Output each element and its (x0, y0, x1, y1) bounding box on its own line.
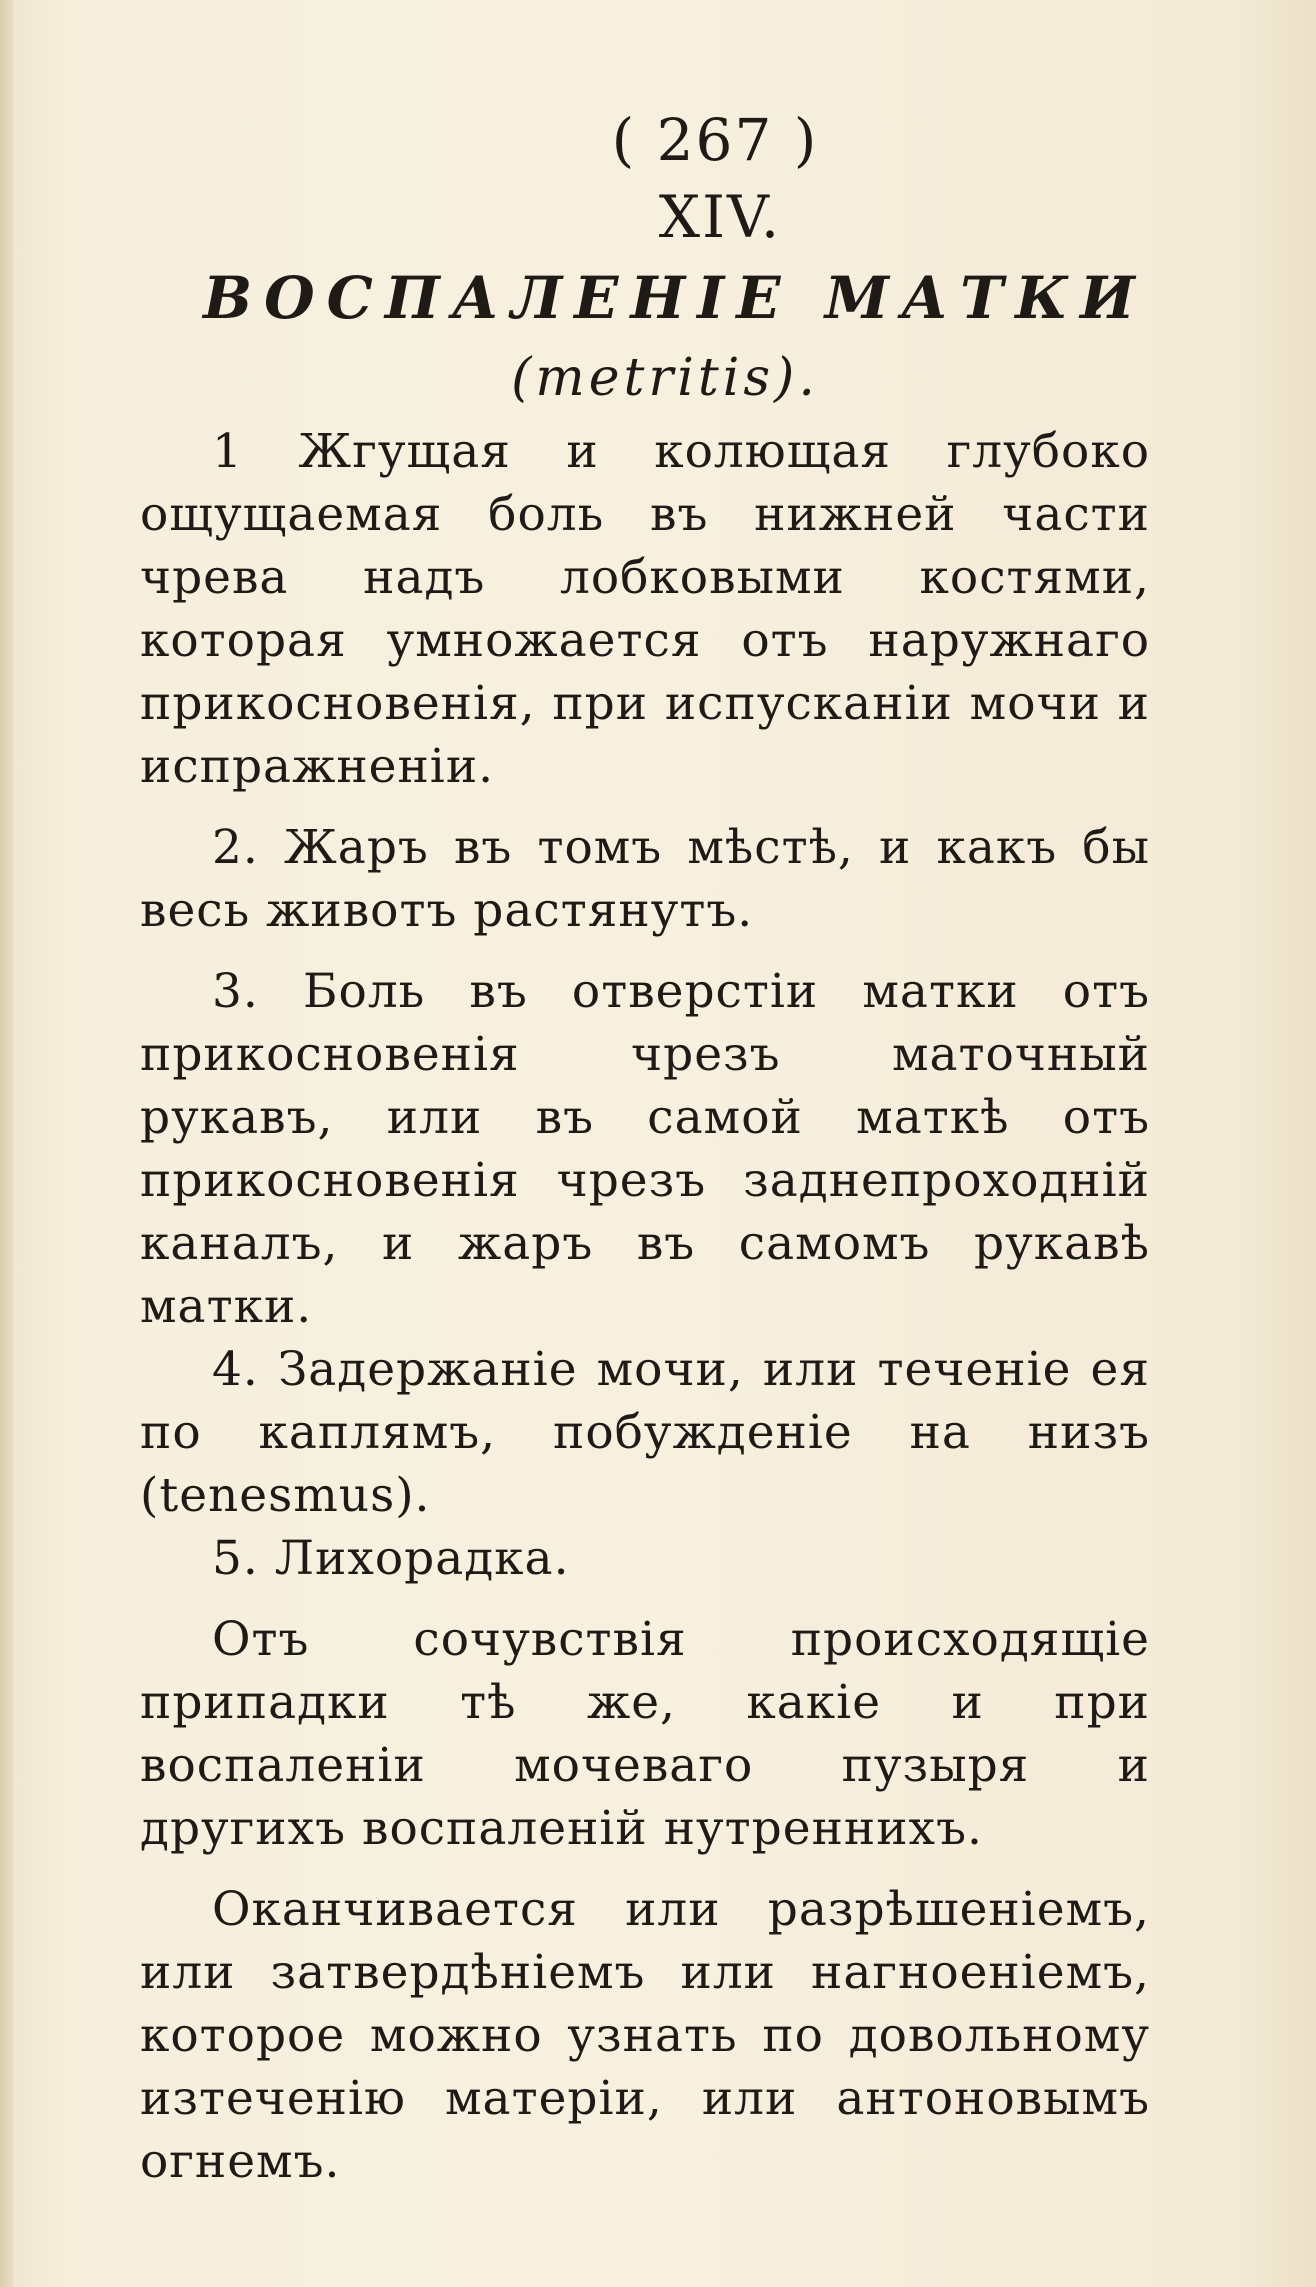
symptom-5: 5. Лихорадка. (212, 1531, 570, 1586)
symptom-4: 4. Задержаніе мочи, или теченіе ея по каплямъ, побужденіе на низъ (tenesmus). (140, 1342, 1150, 1523)
page-number: ( 267 ) (611, 106, 819, 174)
symptom-2: 2. Жаръ въ томъ мѣстѣ, и какъ бы весь животъ растянутъ. (140, 820, 1150, 938)
chapter-title: ВОСПАЛЕНІЕ МАТКИ (203, 264, 1147, 332)
page-binding-edge (0, 0, 14, 2287)
symptom-3: 3. Боль въ отверстіи матки отъ прикосновенія чрезъ маточный рукавъ, или въ самой маткѣ отъ прикосновенія чрезъ заднепроходній каналъ, и жаръ въ самомъ рукавѣ матки. (140, 964, 1150, 1334)
sympathetic-symptoms-paragraph: Отъ сочувствія происходящіе припадки тѣ же, какіе и при воспаленіи мочеваго пузыря и другихъ воспаленій нутреннихъ. (140, 1612, 1150, 1856)
latin-term: (metritis). (511, 348, 819, 408)
page-content (140, 100, 1150, 2193)
symptom-1: 1 Жгущая и колющая глубоко ощущаемая боль въ нижней части чрева надъ лобковыми костями, которая умножается отъ наружнаго прикосновенія, при испусканіи мочи и испражненіи. (140, 424, 1150, 794)
chapter-number: XIV. (658, 183, 782, 251)
outcome-paragraph: Оканчивается или разрѣшеніемъ, или затвердѣніемъ или нагноеніемъ, которое можно узнать по довольному изтеченію матеріи, или антоновымъ огнемъ. (140, 1882, 1150, 2189)
